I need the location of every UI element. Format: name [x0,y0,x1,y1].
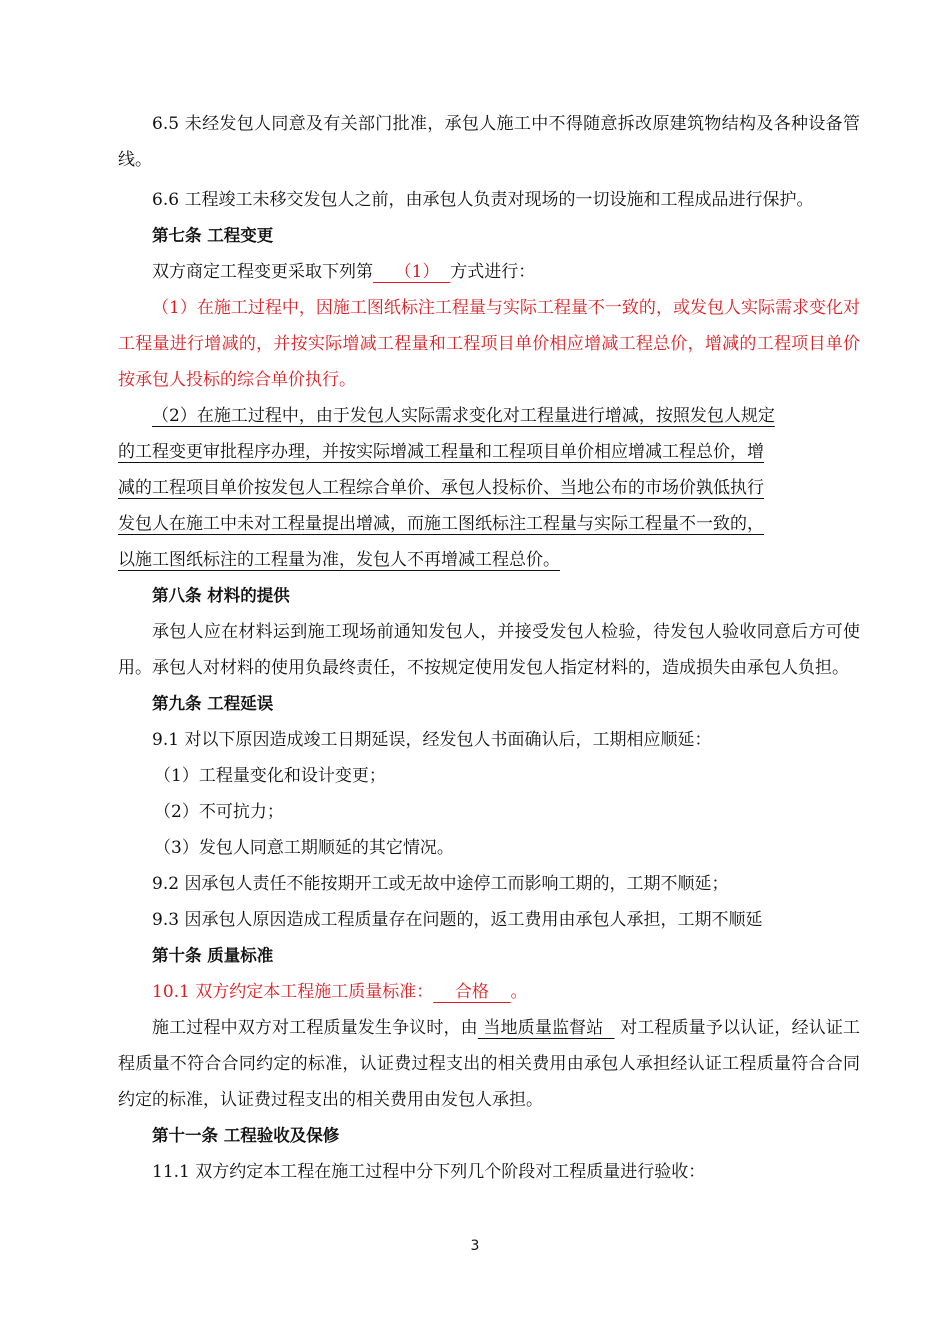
clause-9-1: 9.1 对以下原因造成竣工日期延误，经发包人书面确认后，工期相应顺延： [152,730,712,750]
article-7-option-1: （1）在施工过程中，因施工图纸标注工程量与实际工程量不一致的，或发包人实际需求变化对工程量进行增减的，并按实际增减工程量和工程项目单价相应增减工程总价，增减的工程项目单价按承包人投标的综合单价执行。 [118,298,860,390]
article-7-intro-pre: 双方商定工程变更采取下列第 [152,262,373,282]
clause-9-2: 9.2 因承包人责任不能按期开工或无故中途停工而影响工期的，工期不顺延； [152,874,729,894]
article-7-intro-post: 方式进行： [450,262,536,282]
clause-9-1-item-2: （2）不可抗力； [154,802,284,822]
option-2-line: （2）在施工过程中，由于发包人实际需求变化对工程量进行增减，按照发包人规定 [152,406,775,426]
quality-supervision-org: 当地质量监督站 [477,1018,615,1038]
article-8-body: 承包人应在材料运到施工现场前通知发包人，并接受发包人检验，待发包人验收同意后方可使用。承包人对材料的使用负最终责任，不按规定使用发包人指定材料的，造成损失由承包人负担。 [118,622,860,678]
clause-10-1 [118,974,860,1010]
article-10-body [118,1010,860,1118]
article-7-choice: （1） [373,262,451,282]
article-10-title: 第十条 质量标准 [152,946,274,965]
article-8-title: 第八条 材料的提供 [152,586,290,605]
option-2-line: 减的工程项目单价按发包人工程综合单价、承包人投标价、当地公布的市场价孰低执行 [118,478,764,498]
article-11-title: 第十一条 工程验收及保修 [152,1126,340,1145]
clause-6-6: 6.6 工程竣工未移交发包人之前，由承包人负责对现场的一切设施和工程成品进行保护。 [152,190,814,210]
article-7-intro [118,254,860,290]
clause-11-1: 11.1 双方约定本工程在施工过程中分下列几个阶段对工程质量进行验收： [152,1162,706,1182]
page-number: 3 [470,1238,480,1254]
clause-9-1-item-1: （1）工程量变化和设计变更； [154,766,386,786]
option-2-line: 的工程变更审批程序办理，并按实际增减工程量和工程项目单价相应增减工程总价，增 [118,442,764,462]
article-10-body-pre: 施工过程中双方对工程质量发生争议时，由 [152,1018,478,1038]
clause-10-1-pre: 10.1 双方约定本工程施工质量标准： [152,982,434,1002]
article-9-title: 第九条 工程延误 [152,694,274,713]
article-10-body-post: 对工程质量予以认证，经认证工程质量不符合合同约定的标准，认证费过程支出的相关费用由承包人承担经认证工程质量符合合同约定的标准，认证费过程支出的相关费用由发包人承担。 [118,1018,861,1110]
clause-9-3: 9.3 因承包人原因造成工程质量存在问题的，返工费用由承包人承担，工期不顺延 [152,910,763,930]
clause-10-1-post: 。 [510,982,528,1002]
article-7-title: 第七条 工程变更 [152,226,274,245]
article-7-option-2 [118,398,860,578]
clause-6-5: 6.5 未经发包人同意及有关部门批准，承包人施工中不得随意拆改原建筑物结构及各种设备管线。 [118,114,860,170]
clause-9-1-item-3: （3）发包人同意工期顺延的其它情况。 [154,838,454,858]
option-2-line: 以施工图纸标注的工程量为准，发包人不再增减工程总价。 [118,550,560,570]
option-2-line: 发包人在施工中未对工程量提出增减，而施工图纸标注工程量与实际工程量不一致的， [118,514,764,534]
quality-standard-value: 合格 [433,982,511,1002]
